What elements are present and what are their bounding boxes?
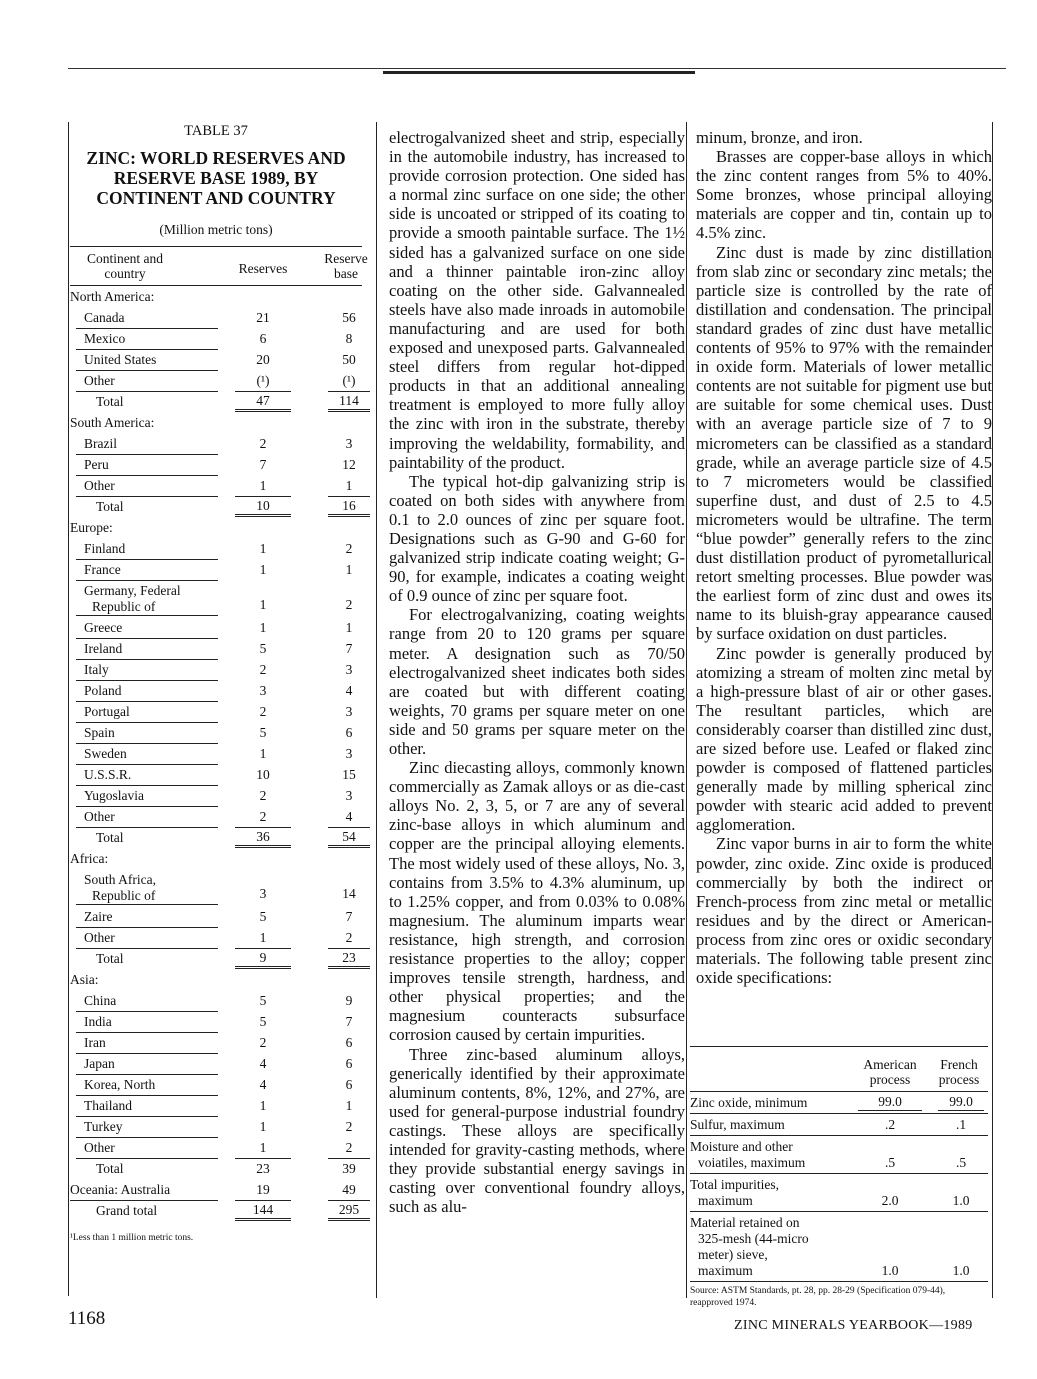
table-row: Germany, Federal Republic of 1 2 <box>70 580 362 617</box>
table-37 <box>70 118 368 1243</box>
table-row: Other 2 4 <box>70 806 362 827</box>
header-bar <box>383 71 695 74</box>
table-row-total: Total 9 23 <box>70 948 362 969</box>
table-row: U.S.S.R. 10 15 <box>70 764 362 785</box>
page-number: 1168 <box>68 1308 106 1329</box>
table-row-group: North America: <box>70 289 155 304</box>
table-row: Mexico 6 8 <box>70 328 362 349</box>
table-units: (Million metric tons) <box>159 222 273 237</box>
table-row: Brazil 2 3 <box>70 433 362 454</box>
table-row: Oceania: Australia 19 49 <box>70 1179 362 1200</box>
table-body <box>70 286 362 1221</box>
table-row: South Africa, Republic of 3 14 <box>70 869 362 906</box>
paragraph: For electrogalvanizing, coating weights range from 20 to 120 grams per square meter. A designation such as 70/50 electrogalvanized sheet indicates both sides are coated but with different coating weights, 70 grams per square meter on one side and 50 grams per square meter on the other. <box>389 605 685 758</box>
table-row-total: Total 10 16 <box>70 496 362 517</box>
right-margin-rule <box>992 122 993 1298</box>
paragraph: Zinc vapor burns in air to form the white powder, zinc oxide. Zinc oxide is produced commercially by both the indirect or French-process from zinc metal or metallic residues and by the direct or American-process from zinc ores or oxidic secondary materials. The following table present zinc oxide specifications: <box>696 834 992 988</box>
table-row: Korea, North 4 6 <box>70 1074 362 1095</box>
header-rule <box>68 68 1006 69</box>
header-french-process: French process <box>938 1057 980 1087</box>
table-row: Portugal 2 3 <box>70 701 362 722</box>
table-row: Moisture and other voiatiles, maximum .5 .5 <box>690 1136 988 1174</box>
table-row: France 1 1 <box>70 559 362 580</box>
paragraph: electrogalvanized sheet and strip, especially in the automobile industry, has increased to provide corrosion protection. One sided has a normal zinc surface on one side; the other side is uncoated or stripped of its coating to provide a smooth paintable surface. The 1½ sided has a galvanized surface on one side and a thinner paintable iron-zinc alloy coating on the other side. Galvannealed steels have also made inroads in automobile manufacturing and are used for both exposed and unexposed parts. Galvannealed steel differs from regular hot-dipped products in that an additional annealing treatment is employed to more fully alloy the zinc with iron in the substrate, thereby improving the weldability, formability, and paintability of the product. <box>389 128 685 472</box>
table-row: Spain 5 6 <box>70 722 362 743</box>
table-row: Peru 7 12 <box>70 454 362 475</box>
table-row: Other 1 2 <box>70 1137 362 1158</box>
table-row: Other 1 2 <box>70 927 362 948</box>
paragraph: The typical hot-dip galvanizing strip is coated on both sides with anywhere from 0.1 to 2.0 ounces of zinc per square foot. Designations such as G-90 and G-60 for galvanized strip indicate coating weight; G-90, for example, indicates a coating weight of 0.9 ounce of zinc per square foot. <box>389 471 685 606</box>
table-row: Other 1 1 <box>70 475 362 496</box>
table-row: Italy 2 3 <box>70 659 362 680</box>
header-reserves: Reserves <box>238 261 288 276</box>
table-row-total: Total 23 39 <box>96 1161 356 1176</box>
table-row: Zaire 5 7 <box>70 906 362 927</box>
table-row: Poland 3 4 <box>70 680 362 701</box>
table-row: Greece 1 1 <box>70 617 362 638</box>
table-header <box>70 246 368 286</box>
table-row: Japan 4 6 <box>70 1053 362 1074</box>
table-row: Other (¹) (¹) <box>70 370 362 391</box>
column-rule-1 <box>376 122 377 1298</box>
table-row: Yugoslavia 2 3 <box>70 785 362 806</box>
table-row: Material retained on 325-mesh (44-micro meter) sieve, maximum 1.0 1.0 <box>690 1212 988 1282</box>
paragraph: Zinc powder is generally produced by atomizing a stream of molten zinc metal by a high-pressure blast of air or other gases. The resultant particles, which are considerably coarser than distilled zinc dust, are sized before use. Leafed or flaked zinc powder is composed of flattened particles generally made by milling spherical zinc powder with stearic acid added to prevent agglomeration. <box>696 643 992 835</box>
table-number: TABLE 37 <box>184 123 248 139</box>
table-footnote: ¹Less than 1 million metric tons. <box>70 1233 194 1243</box>
right-text-column <box>696 128 992 987</box>
middle-text-column <box>389 128 685 1216</box>
table-row-grand-total: Grand total 144 295 <box>70 1200 362 1221</box>
table-row: United States 20 50 <box>70 349 362 370</box>
table-row: Thailand 1 1 <box>70 1095 362 1116</box>
table-row: Sweden 1 3 <box>70 743 362 764</box>
table-row: Sulfur, maximum .2 .1 <box>690 1114 988 1136</box>
header-reserve-base: Reserve base <box>324 251 368 281</box>
paragraph: minum, bronze, and iron. <box>696 128 863 147</box>
table-row: Iran 2 6 <box>70 1032 362 1053</box>
paragraph: Three zinc-based aluminum alloys, generically identified by their approximate aluminum contents, 8%, 12%, and 27%, are used for general-purpose industrial foundry castings. These alloys are specifically intended for gravity-casting methods, where they provide substantial energy savings in casting over conventional foundry alloys, such as alu- <box>389 1044 685 1217</box>
table-row-group: South America: <box>70 415 155 430</box>
table-row-total: Total 36 54 <box>70 827 362 848</box>
table-row: China 5 9 <box>70 990 362 1011</box>
paragraph: Zinc dust is made by zinc distillation from slab zinc or secondary zinc metals; the particle size is controlled by the rate of distillation and condensation. The principal standard grades of zinc dust have metallic contents of 95% to 97% with the remainder in oxide form. Materials of lower metallic contents are not suitable for pigment use but are suitable for some chemical uses. Dust with an average particle size of 7 to 9 micrometers can be classified as a standard grade, while an average particle size of 4.5 to 7 micrometers would be classified superfine dust, and dust of 2.5 to 4.5 micrometers would be ultrafine. The term “blue powder” generally refers to the zinc dust distillation product of pyrometallurical retort smelting processes. Blue powder was the earliest form of zinc dust and owes its name to its bluish-gray appearance caused by surface oxidation on dust particles. <box>696 242 992 644</box>
table-row: Canada 21 56 <box>70 307 362 328</box>
running-head: ZINC MINERALS YEARBOOK—1989 <box>734 1318 973 1333</box>
oxide-table-source: Source: ASTM Standards, pt. 28, pp. 28-29 (Specification 079-44), reapproved 1974. <box>690 1286 946 1308</box>
table-row-group: Asia: <box>70 972 99 987</box>
table-row-group: Europe: <box>70 520 113 535</box>
table-row: Turkey 1 2 <box>70 1116 362 1137</box>
table-row: Zinc oxide, minimum 99.0 99.0 <box>690 1092 988 1114</box>
table-row: Ireland 5 7 <box>70 638 362 659</box>
zinc-oxide-spec-table <box>690 1046 988 1309</box>
table-row: India 5 7 <box>70 1011 362 1032</box>
paragraph: Brasses are copper-base alloys in which the zinc content ranges from 5% to 40%. Some bronzes, whose principal alloying materials are copper and tin, contain up to 4.5% zinc. <box>696 147 992 243</box>
header-american-process: American process <box>863 1057 917 1087</box>
table-row: Finland 1 2 <box>70 538 362 559</box>
left-margin-rule <box>68 122 69 1296</box>
header-country: Continent and country <box>86 251 164 281</box>
paragraph: Zinc diecasting alloys, commonly known commercially as Zamak alloys or as die-cast alloys No. 2, 3, 5, or 7 are any of several zinc-base alloys in which aluminum and copper are the principal alloying elements. The most widely used of these alloys, No. 3, contains from 3.5% to 4.3% aluminum, up to 1.25% copper, and from 0.03% to 0.08% magnesium. The aluminum imparts wear resistance, high strength, and corrosion resistance properties to the alloy; copper improves tensile strength, hardness, and other physical properties; and the magnesium counteracts subsurface corrosion caused by certain impurities. <box>389 758 685 1045</box>
table-row-group: Africa: <box>70 851 109 866</box>
table-title: ZINC: WORLD RESERVES AND RESERVE BASE 1989, BY CONTINENT AND COUNTRY <box>86 148 346 208</box>
column-rule-2 <box>686 122 687 1298</box>
table-row: Total impurities, maximum 2.0 1.0 <box>690 1174 988 1212</box>
table-row-total: Total 47 114 <box>70 391 362 412</box>
oxide-table-header <box>690 1046 988 1092</box>
